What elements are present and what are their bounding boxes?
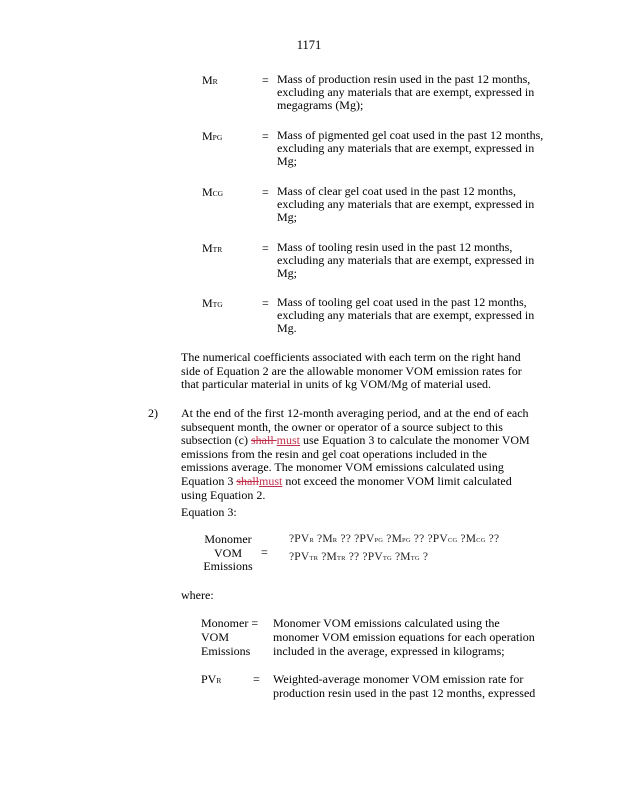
where-term-monomer-vom [201, 616, 258, 658]
where-definition-text: Monomer VOM emissions calculated using the monomer VOM emission equations for each operation included in the average, expressed in kilograms; [273, 616, 535, 658]
equation-3-label: Equation 3: [181, 505, 237, 519]
term-line: Emissions [201, 644, 251, 658]
symbol-pv-r: PVR [201, 672, 222, 686]
symbol-m-tr: MTR [202, 241, 223, 255]
equals-sign: = [262, 296, 269, 310]
symbol-m-tg: MTG [202, 296, 223, 310]
where-definition-text: Weighted-average monomer VOM emission rate for production resin used in the past 12 months, expressed [273, 672, 536, 700]
equals-sign: = [261, 545, 268, 559]
definition-text: Mass of clear gel coat used in the past 12 months, excluding any materials that are exempt, expressed in Mg; [277, 184, 535, 224]
symbol-m-pg: MPG [202, 129, 223, 143]
term-line: Monomer = [201, 616, 259, 630]
deleted-text: shall [250, 433, 277, 448]
lhs-line: Monomer [204, 532, 252, 546]
equation-rhs-line-1: ?PVR ?MR ?? ?PVPG ?MPG ?? ?PVCG ?MCG ?? [289, 533, 500, 545]
equals-sign: = [262, 73, 269, 87]
equation-lhs [200, 533, 256, 574]
definition-text: Mass of production resin used in the past 12 months, excluding any materials that are exempt, expressed in megagrams (Mg); [277, 72, 535, 112]
coefficients-paragraph: The numerical coefficients associated with each term on the right hand side of Equation 2 are the allowable monomer VOM emission rates for that particular material in units of kg VOM/Mg of material used. [181, 350, 522, 392]
definition-text: Mass of tooling gel coat used in the past 12 months, excluding any materials that are exempt, expressed in Mg. [277, 295, 535, 335]
equation-rhs-line-2: ?PVTR ?MTR ?? ?PVTG ?MTG ? [289, 551, 429, 563]
inserted-text: must [259, 473, 283, 488]
definition-text: Mass of tooling resin used in the past 12 months, excluding any materials that are exempt, expressed in Mg; [277, 240, 535, 280]
lhs-line: VOM [213, 545, 242, 560]
deleted-text: shall [236, 473, 259, 488]
lhs-line: Emissions [203, 559, 253, 573]
symbol-m-r: MR [202, 73, 218, 87]
equals-sign: = [262, 129, 269, 143]
page-number: 1171 [296, 38, 322, 52]
item-number: 2) [148, 406, 158, 420]
equals-sign: = [262, 185, 269, 199]
equals-sign: = [253, 672, 260, 686]
equals-sign: = [262, 241, 269, 255]
symbol-m-cg: MCG [202, 185, 224, 199]
term-line: VOM [201, 630, 230, 644]
where-label: where: [181, 588, 214, 602]
definition-text: Mass of pigmented gel coat used in the past 12 months, excluding any materials that are exempt, expressed in Mg; [277, 128, 544, 168]
item-2-paragraph: At the end of the first 12-month averaging period, and at the end of each subsequent month, the owner or operator of a source subject to this subsection (c) shall must use Equation 3 to calculate the monomer VOM emissions from the resin and gel coat operations included in the emissions average. The monomer VOM emissions calculated using Equation 3 shallmust not exceed the monomer VOM limit calculated using Equation 2. [181, 406, 530, 502]
inserted-text: must [276, 433, 300, 448]
